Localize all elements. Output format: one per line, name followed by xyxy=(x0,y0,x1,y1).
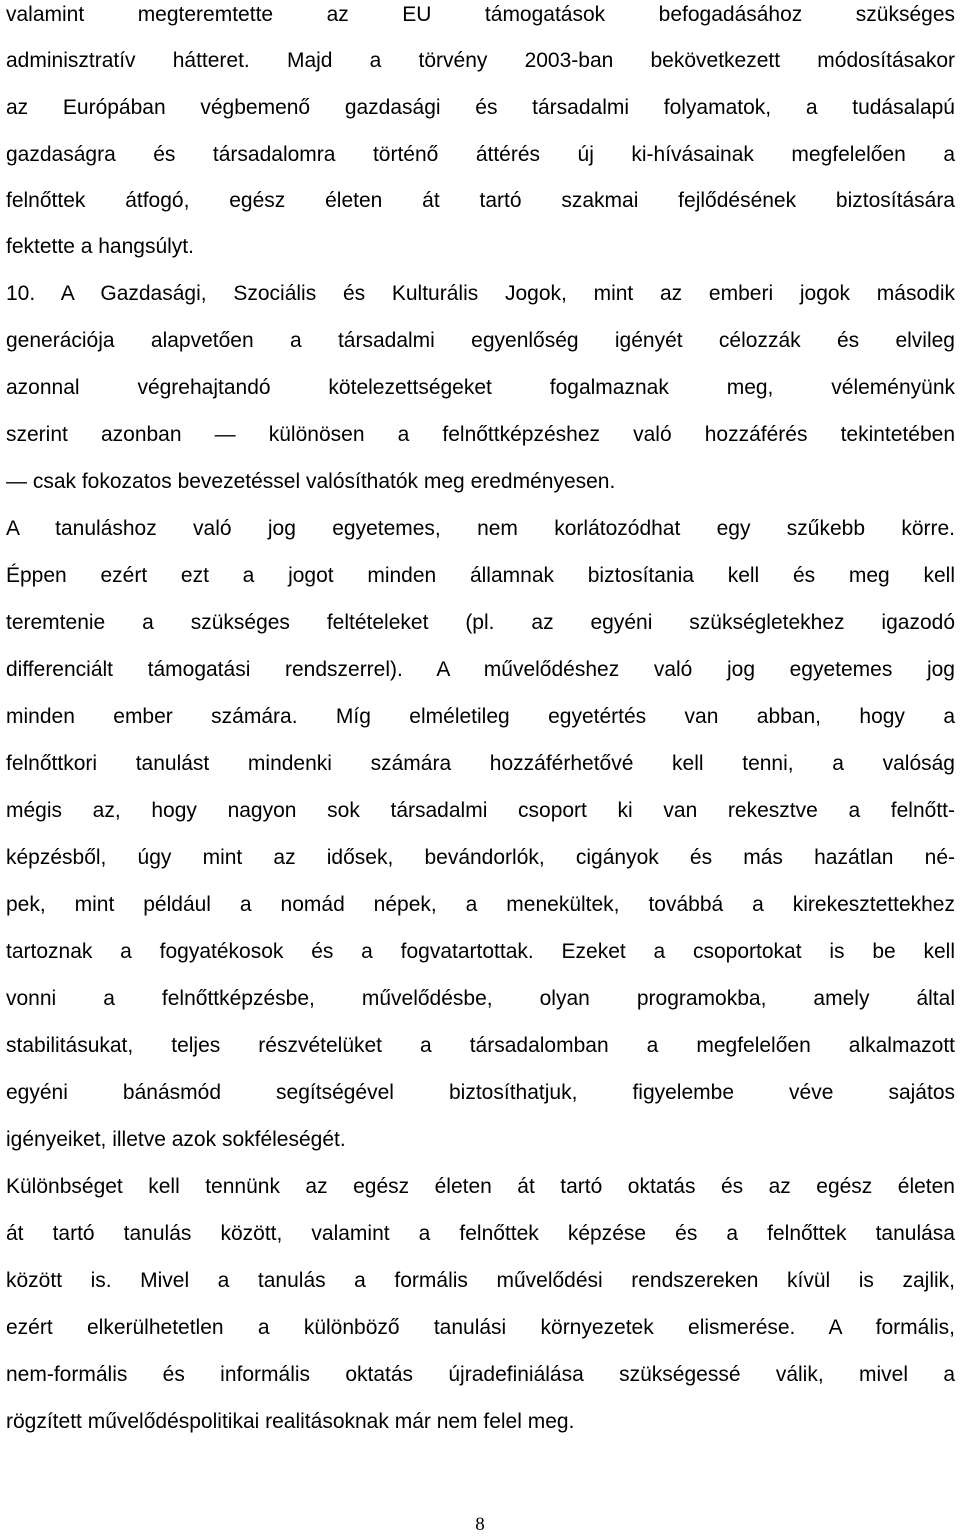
text-line: stabilitásukat, teljes részvételüket a társadalomban a megfelelően alkalmazott xyxy=(6,1034,955,1057)
text-line: egyéni bánásmód segítségével biztosíthatjuk, figyelembe véve sajátos xyxy=(6,1081,955,1104)
text-line: szerint azonban — különösen a felnőttképzéshez való hozzáférés tekintetében xyxy=(6,423,955,446)
text-line: az Európában végbemenő gazdasági és társadalmi folyamatok, a tudásalapú xyxy=(6,96,955,119)
text-line: nem-formális és informális oktatás újradefiniálása szükségessé válik, mivel a xyxy=(6,1363,955,1386)
text-line: tartoznak a fogyatékosok és a fogvatartottak. Ezeket a csoportokat is be kell xyxy=(6,940,955,963)
text-line: generációja alapvetően a társadalmi egyenlőség igényét célozzák és elvileg xyxy=(6,329,955,352)
text-line: differenciált támogatási rendszerrel). A művelődéshez való jog egyetemes jog xyxy=(6,658,955,681)
text-line: adminisztratív hátteret. Majd a törvény 2003-ban bekövetkezett módosításakor xyxy=(6,49,955,72)
text-line: Különbséget kell tennünk az egész életen át tartó oktatás és az egész életen xyxy=(6,1175,955,1198)
text-line: mégis az, hogy nagyon sok társadalmi csoport ki van rekesztve a felnőtt- xyxy=(6,799,955,822)
text-line: át tartó tanulás között, valamint a felnőttek képzése és a felnőttek tanulása xyxy=(6,1222,955,1245)
text-line: A tanuláshoz való jog egyetemes, nem korlátozódhat egy szűkebb körre. xyxy=(6,517,955,540)
text-line: képzésből, úgy mint az idősek, bevándorlók, cigányok és más hazátlan né- xyxy=(6,846,955,869)
text-line: azonnal végrehajtandó kötelezettségeket fogalmaznak meg, véleményünk xyxy=(6,376,955,399)
text-line: felnőttkori tanulást mindenki számára hozzáférhetővé kell tenni, a valóság xyxy=(6,752,955,775)
text-line: rögzített művelődéspolitikai realitásoknak már nem felel meg. xyxy=(6,1410,575,1433)
text-line: pek, mint például a nomád népek, a menekültek, továbbá a kirekesztettekhez xyxy=(6,893,955,916)
text-line: teremtenie a szükséges feltételeket (pl. az egyéni szükségletekhez igazodó xyxy=(6,611,955,634)
text-line: igényeiket, illetve azok sokféleségét. xyxy=(6,1128,346,1151)
page-number: 8 xyxy=(475,1514,485,1535)
text-line: — csak fokozatos bevezetéssel valósíthatók meg eredményesen. xyxy=(6,470,616,493)
text-line: valamint megteremtette az EU támogatások befogadásához szükséges xyxy=(6,3,955,26)
text-line: minden ember számára. Míg elméletileg egyetértés van abban, hogy a xyxy=(6,705,955,728)
text-line: fektette a hangsúlyt. xyxy=(6,235,194,258)
text-line: 10. A Gazdasági, Szociális és Kulturális Jogok, mint az emberi jogok második xyxy=(6,282,955,305)
text-line: gazdaságra és társadalomra történő áttérés új ki-hívásainak megfelelően a xyxy=(6,143,955,166)
text-line: felnőttek átfogó, egész életen át tartó szakmai fejlődésének biztosítására xyxy=(6,189,955,212)
text-line: vonni a felnőttképzésbe, művelődésbe, olyan programokba, amely által xyxy=(6,987,955,1010)
text-line: Éppen ezért ezt a jogot minden államnak biztosítania kell és meg kell xyxy=(6,564,955,587)
text-line: között is. Mivel a tanulás a formális művelődési rendszereken kívül is zajlik, xyxy=(6,1269,955,1292)
text-line: ezért elkerülhetetlen a különböző tanulási környezetek elismerése. A formális, xyxy=(6,1316,955,1339)
